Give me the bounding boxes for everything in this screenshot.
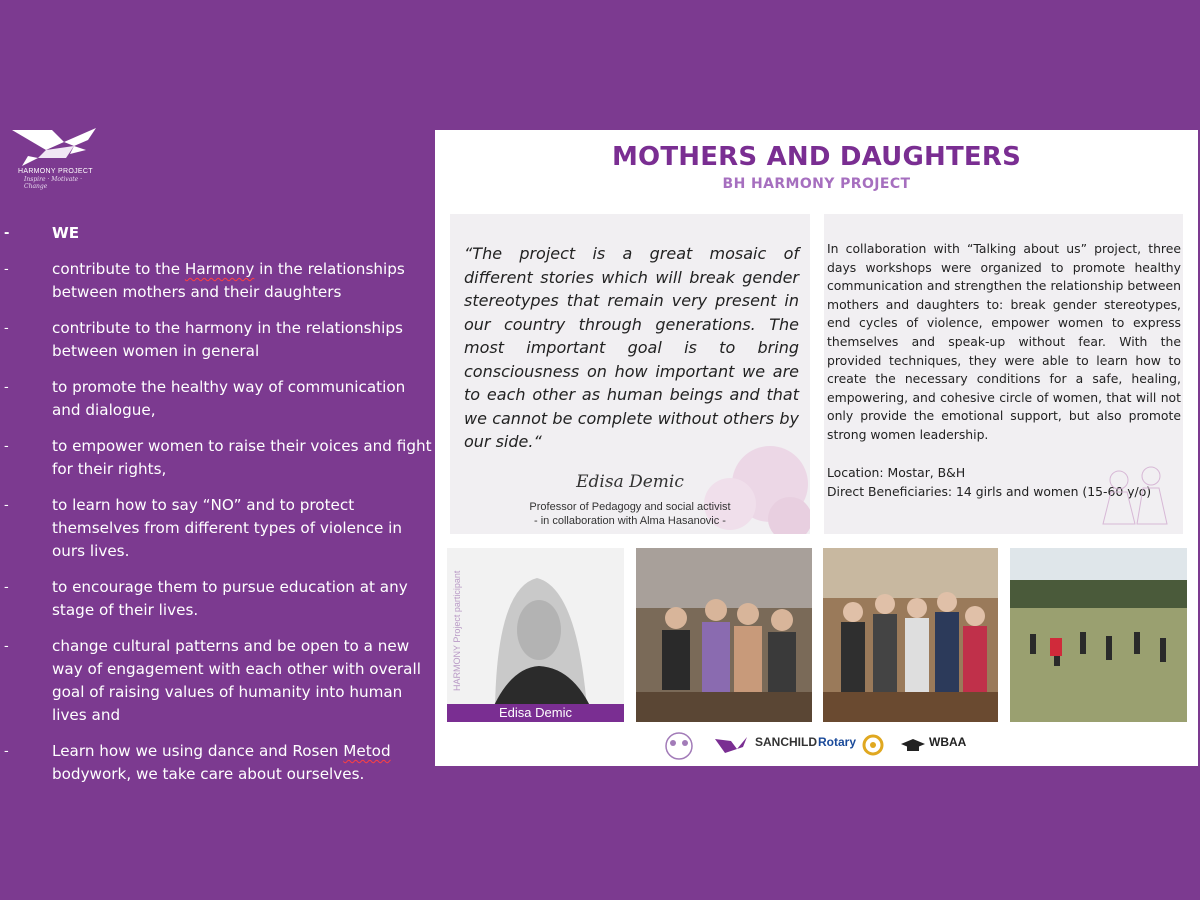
participant-label: HARMONY Project participant bbox=[452, 570, 462, 691]
sanchild-logo: SANCHILD bbox=[755, 735, 817, 749]
logo-name: HARMONY PROJECT bbox=[18, 168, 93, 175]
goal-item: - contribute to the Harmony in the relationships between mothers and their daughters bbox=[4, 260, 405, 301]
dove-logo-icon bbox=[8, 124, 103, 168]
goal-item: - WE bbox=[4, 224, 80, 242]
poster-title: MOTHERS AND DAUGHTERS bbox=[611, 142, 1022, 172]
goal-item: - to learn how to say “NO” and to protect themselves from different types of violence in ours lives. bbox=[4, 496, 402, 560]
goal-item: - to promote the healthy way of communication and dialogue, bbox=[4, 378, 406, 419]
graduation-cap-icon bbox=[899, 737, 927, 755]
quote-panel bbox=[450, 214, 810, 534]
portrait-caption: Edisa Demic bbox=[447, 704, 624, 722]
woman-portrait-icon bbox=[447, 548, 624, 722]
poster-subtitle: BH HARMONY PROJECT bbox=[722, 176, 911, 192]
group-people-icon bbox=[636, 548, 812, 722]
circle-dance-icon bbox=[1010, 548, 1187, 722]
goal-item: - to empower women to raise their voices and fight for their rights, bbox=[4, 437, 432, 478]
poster-image bbox=[435, 130, 1198, 766]
author-collaboration: - in collaboration with Alma Hasanovic - bbox=[534, 515, 726, 527]
logo-slogan: Inspire · Motivate · Change bbox=[24, 176, 83, 190]
portrait-photo bbox=[447, 548, 624, 722]
goal-item: - change cultural patterns and be open to a new way of engagement with each other with overall goal of raising values of humanity into human lives and bbox=[4, 637, 421, 724]
signature: Edisa Demic bbox=[576, 472, 684, 492]
goal-item: - Learn how we using dance and Rosen Metod bodywork, we take care about ourselves. bbox=[4, 742, 391, 783]
group-photo-2 bbox=[823, 548, 998, 722]
sponsor-logos bbox=[655, 731, 985, 761]
women-illustration-icon bbox=[1089, 462, 1179, 528]
rotary-logo: Rotary bbox=[818, 735, 857, 749]
beneficiaries-text: Direct Beneficiaries: 14 girls and women (15-60 y/o) bbox=[827, 484, 1152, 499]
info-text: In collaboration with “Talking about us” project, three days workshops were organized to promote healthy communication and strengthen the relationship between mothers and daughters to: break gender stereotypes, end cycles of violence, empower women to express themselves and speak-up without fear. With the provided techniques, they were able to learn how to create the necessary conditions for a safe, healing, empowering, and cohesive circle of women, that will not only provide the emotional support, but also promote strong women leadership. bbox=[827, 241, 1181, 442]
group-photo-1 bbox=[636, 548, 812, 722]
partner-emblem-icon bbox=[655, 731, 703, 761]
location-text: Location: Mostar, B&H bbox=[827, 465, 966, 480]
author-role: Professor of Pedagogy and social activist bbox=[529, 501, 731, 513]
info-panel bbox=[824, 214, 1183, 534]
wbaa-logo: WBAA bbox=[929, 735, 967, 749]
dove-sponsor-icon bbox=[713, 735, 749, 757]
goals-list bbox=[0, 222, 432, 799]
goal-item: - to encourage them to pursue education at any stage of their lives. bbox=[4, 578, 408, 619]
group-people-icon bbox=[823, 548, 998, 722]
goal-item: - contribute to the harmony in the relationships between women in general bbox=[4, 319, 403, 360]
quote-text: “The project is a great mosaic of different stories which will break gender stereotypes that remain very present in our country through generations. The most important goal is to bring consciousness on how important we are to each other as human beings and that we cannot be complete without others by our side.“ bbox=[464, 244, 799, 451]
outdoor-photo bbox=[1010, 548, 1187, 722]
harmony-logo bbox=[8, 124, 103, 188]
rotary-wheel-icon bbox=[862, 734, 884, 756]
